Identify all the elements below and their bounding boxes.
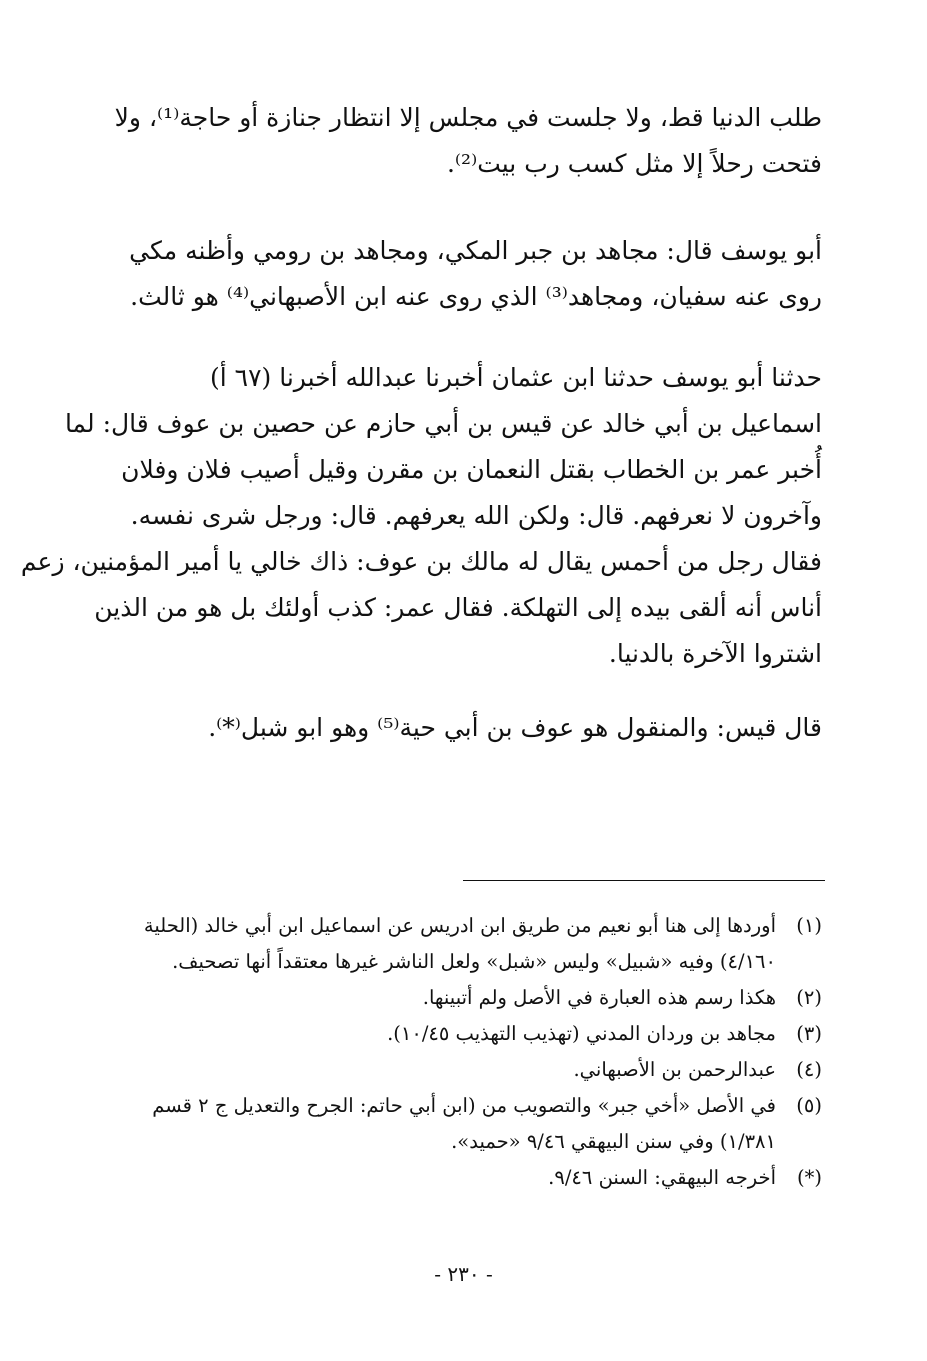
footnote-text: عبدالرحمن بن الأصبهاني. xyxy=(573,1058,776,1081)
footnote-text: في الأصل «أخي جبر» والتصويب من (ابن أبي حاتم: الجرح والتعديل ج ٢ قسم xyxy=(152,1094,776,1117)
paragraph-4 xyxy=(115,705,822,751)
footnote-text: أوردها إلى هنا أبو نعيم من طريق ابن ادريس عن اسماعيل ابن أبي خالد (الحلية xyxy=(143,914,776,937)
footnote-text: ٤/١٦٠) وفيه «شبيل» وليس «شبل» ولعل الناشر غيرها معتقداً أنها تصحيف. xyxy=(172,950,776,973)
footnote-number: (٤) xyxy=(796,1058,822,1081)
footnote-3 xyxy=(115,1016,822,1052)
text-line: روى عنه سفيان، ومجاهد⁽³⁾ الذي روى عنه ابن الأصبهاني⁽⁴⁾ هو ثالث. xyxy=(130,282,822,311)
page-number: - ٢٣٠ - xyxy=(434,1262,493,1286)
footnote-star xyxy=(115,1160,822,1196)
footnote-number: (٢) xyxy=(796,986,822,1009)
footnote-1 xyxy=(115,908,822,980)
footnote-text: مجاهد بن وردان المدني (تهذيب التهذيب ١٠/٤٥). xyxy=(387,1022,776,1045)
footnote-number: (٥) xyxy=(796,1094,822,1117)
footnote-number: (*) xyxy=(797,1166,822,1189)
footnote-separator xyxy=(463,880,825,881)
footnote-number: (٣) xyxy=(796,1022,822,1045)
text-line: قال قيس: والمنقول هو عوف بن أبي حية⁽⁵⁾ وهو ابو شبل⁽*⁾. xyxy=(208,713,822,742)
footnote-text: أخرجه البيهقي: السنن ٩/٤٦. xyxy=(548,1166,776,1189)
footnote-number: (١) xyxy=(796,914,822,937)
footnote-text: هكذا رسم هذه العبارة في الأصل ولم أتبينها. xyxy=(422,986,776,1009)
text-line: فقال رجل من أحمس يقال له مالك بن عوف: ذاك خالي يا أمير المؤمنين، زعم xyxy=(20,547,822,576)
text-line: حدثنا أبو يوسف حدثنا ابن عثمان أخبرنا عبدالله أخبرنا (٦٧ أ) xyxy=(210,363,822,392)
footnote-4 xyxy=(115,1052,822,1088)
text-line: اشتروا الآخرة بالدنيا. xyxy=(608,639,822,668)
text-line: اسماعيل بن أبي خالد عن قيس بن أبي حازم عن حصين بن عوف قال: لما xyxy=(64,409,822,438)
paragraph-1 xyxy=(115,95,822,187)
text-line: أُخبر عمر بن الخطاب بقتل النعمان بن مقرن وقيل أصيب فلان وفلان xyxy=(121,455,822,484)
footnote-2 xyxy=(115,980,822,1016)
text-line: طلب الدنيا قط، ولا جلست في مجلس إلا انتظار جنازة أو حاجة⁽¹⁾، ولا xyxy=(114,103,822,132)
footnote-text: ١/٣٨١) وفي سنن البيهقي ٩/٤٦ «حميد». xyxy=(451,1130,776,1153)
text-line: وآخرون لا نعرفهم. قال: ولكن الله يعرفهم. قال: ورجل شرى نفسه. xyxy=(130,501,822,530)
footnotes xyxy=(115,908,822,1196)
footnote-5 xyxy=(115,1088,822,1160)
text-line: أبو يوسف قال: مجاهد بن جبر المكي، ومجاهد بن رومي وأظنه مكي xyxy=(129,236,822,265)
text-line: أناس أنه ألقى بيده إلى التهلكة. فقال عمر: كذب أولئك بل هو من الذين xyxy=(94,593,822,622)
text-line: فتحت رحلاً إلا مثل كسب رب بيت⁽²⁾. xyxy=(446,149,822,178)
paragraph-2 xyxy=(115,228,822,320)
paragraph-3 xyxy=(20,355,822,677)
